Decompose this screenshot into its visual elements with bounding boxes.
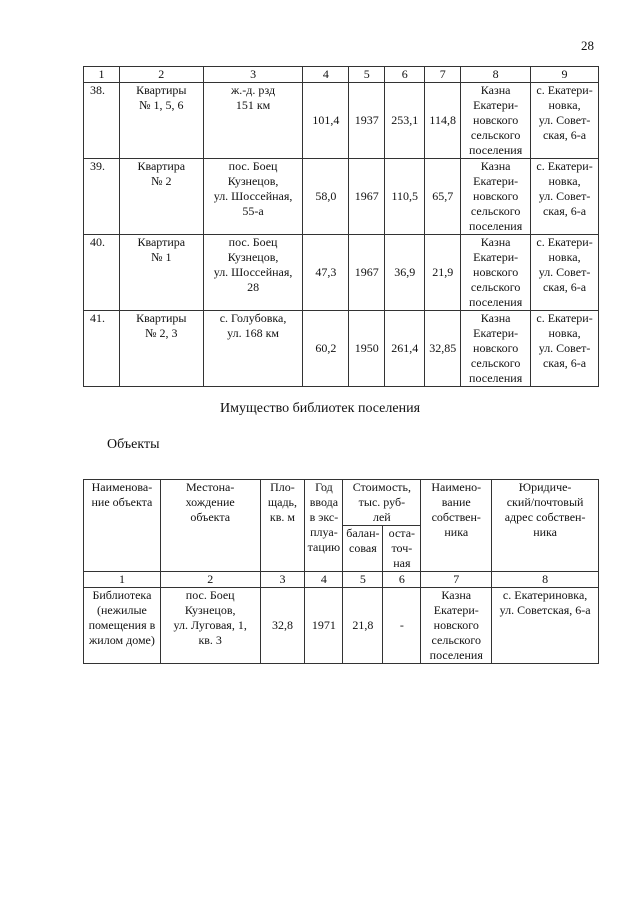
cost-balance: 36,9 — [385, 235, 425, 311]
cost-balance: 21,8 — [343, 588, 383, 664]
column-number: 3 — [203, 67, 303, 83]
object-area: 58,0 — [303, 159, 349, 235]
cost-residual: 114,8 — [425, 83, 461, 159]
cost-residual: 32,85 — [425, 311, 461, 387]
header-cost-residual: оста- точ- ная — [383, 526, 421, 572]
object-area: 60,2 — [303, 311, 349, 387]
column-number: 8 — [461, 67, 531, 83]
column-number: 5 — [343, 572, 383, 588]
object-name: Квартира № 1 — [119, 235, 203, 311]
object-area: 101,4 — [303, 83, 349, 159]
cost-balance: 253,1 — [385, 83, 425, 159]
column-number: 6 — [383, 572, 421, 588]
column-number: 4 — [303, 67, 349, 83]
header-address: Юридиче- ский/почтовый адрес собствен- ника — [492, 480, 599, 572]
column-number: 5 — [349, 67, 385, 83]
owner-name: Казна Екатери- новского сельского поселения — [461, 83, 531, 159]
header-location: Местона- хождение объекта — [160, 480, 260, 572]
header-owner: Наимено- вание собствен- ника — [421, 480, 492, 572]
object-name: Квартира № 2 — [119, 159, 203, 235]
header-cost-balance: балан- совая — [343, 526, 383, 572]
column-numbers-row — [84, 67, 599, 83]
object-area: 32,8 — [260, 588, 305, 664]
column-number: 1 — [84, 572, 161, 588]
object-name: Квартиры № 1, 5, 6 — [119, 83, 203, 159]
header-name: Наименова- ние объекта — [84, 480, 161, 572]
subsection-title: Объекты — [107, 437, 160, 452]
header-cost: Стоимость, тыс. руб- лей — [343, 480, 421, 526]
column-number: 3 — [260, 572, 305, 588]
object-location: пос. Боец Кузнецов, ул. Шоссейная, 28 — [203, 235, 303, 311]
section-title: Имущество библиотек поселения — [219, 401, 421, 416]
row-number: 38. — [84, 83, 120, 159]
row-number: 40. — [84, 235, 120, 311]
object-location: пос. Боец Кузнецов, ул. Шоссейная, 55-а — [203, 159, 303, 235]
cost-residual: 65,7 — [425, 159, 461, 235]
page-number: 28 — [581, 38, 594, 53]
column-number: 2 — [160, 572, 260, 588]
owner-name: Казна Екатери- новского сельского поселения — [461, 235, 531, 311]
table-row — [84, 235, 599, 311]
column-number: 7 — [425, 67, 461, 83]
object-year: 1967 — [349, 235, 385, 311]
header-area: Пло- щадь, кв. м — [260, 480, 305, 572]
object-year: 1950 — [349, 311, 385, 387]
row-number: 39. — [84, 159, 120, 235]
cost-residual: - — [383, 588, 421, 664]
row-number: 41. — [84, 311, 120, 387]
library-property-table — [83, 479, 599, 664]
table-row — [84, 159, 599, 235]
header-year: Год ввода в экс- плуа- тацию — [305, 480, 343, 572]
column-number: 2 — [119, 67, 203, 83]
column-number: 6 — [385, 67, 425, 83]
column-number: 8 — [492, 572, 599, 588]
object-name: Квартиры № 2, 3 — [119, 311, 203, 387]
owner-name: Казна Екатери- новского сельского поселения — [461, 311, 531, 387]
owner-address: с. Екатери- новка, ул. Совет- ская, 6-а — [531, 83, 599, 159]
column-number: 4 — [305, 572, 343, 588]
owner-address: с. Екатериновка, ул. Советская, 6-а — [492, 588, 599, 664]
table-row — [84, 588, 599, 664]
owner-name: Казна Екатери- новского сельского поселения — [421, 588, 492, 664]
object-year: 1971 — [305, 588, 343, 664]
header-row — [84, 480, 599, 526]
owner-address: с. Екатери- новка, ул. Совет- ская, 6-а — [531, 311, 599, 387]
object-area: 47,3 — [303, 235, 349, 311]
owner-address: с. Екатери- новка, ул. Совет- ская, 6-а — [531, 159, 599, 235]
object-year: 1937 — [349, 83, 385, 159]
column-number: 9 — [531, 67, 599, 83]
column-number: 1 — [84, 67, 120, 83]
cost-residual: 21,9 — [425, 235, 461, 311]
column-numbers-row — [84, 572, 599, 588]
owner-address: с. Екатери- новка, ул. Совет- ская, 6-а — [531, 235, 599, 311]
cost-balance: 110,5 — [385, 159, 425, 235]
cost-balance: 261,4 — [385, 311, 425, 387]
object-year: 1967 — [349, 159, 385, 235]
table-row — [84, 311, 599, 387]
object-location: ж.-д. рзд 151 км — [203, 83, 303, 159]
column-number: 7 — [421, 572, 492, 588]
object-location: с. Голубовка, ул. 168 км — [203, 311, 303, 387]
object-location: пос. Боец Кузнецов, ул. Луговая, 1, кв. 3 — [160, 588, 260, 664]
property-table — [83, 66, 599, 387]
owner-name: Казна Екатери- новского сельского поселения — [461, 159, 531, 235]
object-name: Библиотека (нежилые помещения в жилом доме) — [84, 588, 161, 664]
table-row — [84, 83, 599, 159]
